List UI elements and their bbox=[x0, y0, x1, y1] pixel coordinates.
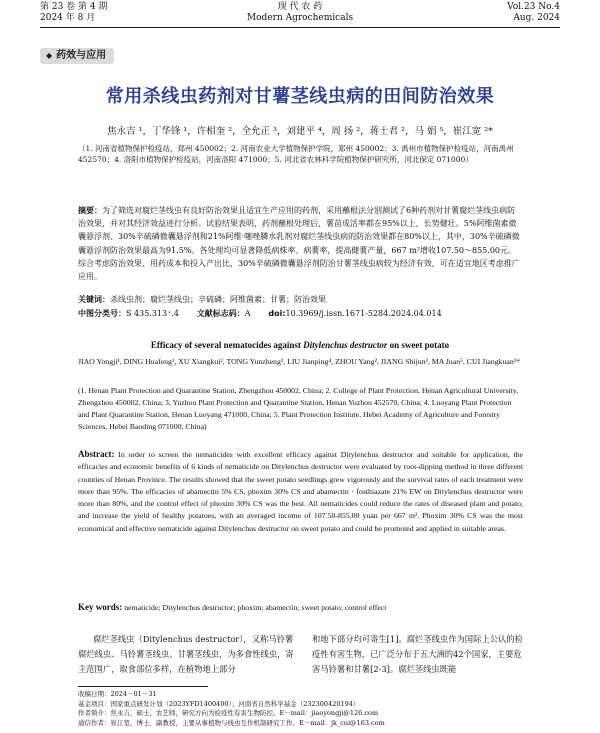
paper-title-en: Efficacy of several nematocides against Ditylenchus destructor on sweet potato bbox=[150, 340, 450, 350]
authors-cn: 焦永吉 ¹，丁华锋 ¹，许相奎 ²，全允正 ³，刘建平 ⁴，周 扬 ²，蒋士君 ²，马 娟 ⁵，崔江宽 ²* bbox=[107, 126, 493, 137]
header-volume-en: Vol.23 No.4 Aug. 2024 bbox=[507, 2, 560, 23]
keywords-en: Key words: nematicide; Ditylenchus destructor; phoxim; abamectin; sweet potato; control effect bbox=[78, 602, 387, 612]
affiliations-en: (1. Henan Plant Protection and Quarantine Station, Zhengzhou 450002, China; 2. College of Plant Protection, Henan Agricultural University, Zhengzhou 450002, China; 3. Yuzhou Plant Protection and Quarantine Station, Henan Yuzhou 452570, China; 4. Luoyang Plant Protection and Plant Quarantine Station, Henan Luoyang 471000, China; 5. Plant Protection Institute, Hebei Academy of Agriculture and Forestry Sciences, Hebei Baoding 071000, China) bbox=[78, 386, 519, 431]
body-text-right: 和地下部分均可寄生[1]。腐烂茎线虫作为国际上公认的检疫性有害生物，已广泛分布于五大洲的42个国家，主要危害马铃薯和甘薯[2-3]。腐烂茎线虫既能 bbox=[312, 634, 523, 674]
paper-title: 常用杀线虫药剂对甘薯茎线虫病的田间防治效果 bbox=[105, 86, 495, 107]
classification-line: 中图分类号：S 435.313⁺.4 文献标志码：A doi:10.3969/j.issn.1671-5284.2024.04.014 bbox=[78, 309, 442, 318]
footnote-corresponding: 通信作者：崔江宽，博士，副教授，主要从事植物与线虫互作机制研究工作。E－mail：jk_cui@163.com bbox=[78, 718, 385, 727]
abstract-en: Abstract: In order to screen the nematicides with excellent efficacy against Ditylenchus destructor and suitable for application, the efficacies and economic benefits of 6 kinds of nematicide on Ditylenchus destructor were evaluated by root-dipping method in three different counties of Henan Province. The results showed that the sweet potato seedlings grew vigorously and the survival rates of each treatment were more than 95%. The efficacies of abamectin 5% CS, phoxim 30% CS and abamectin · fosthiazate 21% EW on Ditylenchus destructor were more than 80%, and the control effect of phoxim 30% CS was the best. All nematicides could reduce the rates of diseased plant and potato, and increase the yield of healthy potatoes, with an averaged income of 107.50-855.00 yuan per 667 m². Phoxim 30% CS was the most economical and effective nematicide against Ditylenchus destructor on sweet potato and could be promoted and applied in suitable areas. bbox=[78, 449, 523, 533]
footnotes bbox=[78, 690, 523, 728]
header-rule bbox=[40, 27, 560, 28]
running-header bbox=[40, 2, 560, 32]
section-tag: ◆ 药效与应用 bbox=[40, 48, 114, 64]
footnote-received: 收稿日期：2024－01－31 bbox=[78, 690, 157, 698]
footnote-author: 作者简介：焦永吉，硕士，农艺师，研究方向为检疫性有害生物防控。E－mail：jiaoyongji@126.com bbox=[78, 709, 379, 717]
keywords-cn: 关键词：杀线虫剂；腐烂茎线虫；辛硫磷；阿维菌素；甘薯；防治效果 bbox=[78, 295, 326, 304]
authors-en: JIAO Yongji¹, DING Huafeng¹, XU Xiangkui², TONG Yunzheng³, LIU Jianping⁴, ZHOU Yang², JIANG Shijun², MA Juan⁵, CUI Jiangkuan²* bbox=[78, 357, 521, 366]
diamond-icon: ◆ bbox=[46, 51, 53, 60]
footnote-fund: 基金项目：国家重点研发计划（2023YFD1400400）；河南省自然科学基金（232300420194） bbox=[78, 699, 360, 708]
header-volume: 第 23 卷 第 4 期 2024 年 8 月 bbox=[40, 2, 108, 23]
abstract-cn: 摘要：为了筛选对腐烂茎线虫有良好防治效果且适宜生产应用的药剂，采用蘸根法分别测试了6种药剂对甘薯腐烂茎线虫病防治效果，并对其经济效益进行分析。试验结果表明，药剂蘸根处理后，薯苗成活率都在95%以上，长势健壮。5%阿维菌素微囊悬浮剂、30%辛硫磷微囊悬浮剂和21%阿维·噻唑膦水乳剂对腐烂茎线虫病的防治效果都在80%以上，其中，30%辛硫磷微囊悬浮剂防治效果最高为91.5%。各处理均可显著降低病株率、病薯率，提高健薯产量，667 m²增收107.50～855.00元。综合考虑防治效果、用药成本和投入产出比，30%辛硫磷微囊悬浮剂防治甘薯茎线虫病较为经济有效，可在适宜地区考虑推广应用。 bbox=[78, 206, 520, 282]
header-journal: 现 代 农 药 Modern Agrochemicals bbox=[246, 2, 354, 23]
affiliations-cn: （1. 河南省植物保护检疫站，郑州 450002；2. 河南农业大学植物保护学院，郑州 450002；3. 禹州市植物保护检疫站，河南禹州 452570；4. 洛阳市植物保护检疫站，河南洛阳 471000；5. 河北省农林科学院植物保护研究所，河北保定 071000） bbox=[78, 144, 514, 164]
body-text-left: 腐烂茎线虫（Ditylenchus destructor），又称马铃薯腐烂线虫、马铃薯茎线虫、甘薯茎线虫，为多食性线虫，寄主范围广，取食部位多样，在植物地上部分 bbox=[78, 634, 294, 674]
footnote-rule bbox=[78, 686, 208, 687]
